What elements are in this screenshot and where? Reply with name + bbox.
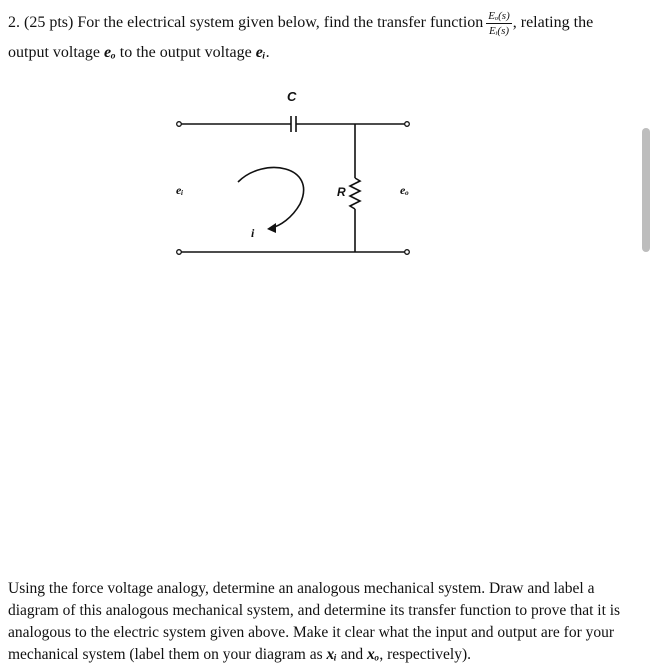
resistor-label: R xyxy=(337,185,346,199)
part-two-body: Using the force voltage analogy, determine an analogous mechanical system. Draw and label a diagram of this analogous mechanical system, and determine its transfer function to prove that it is analogous to the electric system given above. Make it clear what the input and output are for your mechanical system (label them on your diagram as xyxy=(8,580,621,663)
current-loop-arrow xyxy=(238,168,304,228)
part-two-text xyxy=(8,578,640,666)
terminal-top-right xyxy=(405,122,410,127)
line2-middle: to the output voltage xyxy=(115,44,256,61)
output-voltage-symbol: eₒ xyxy=(103,44,116,61)
question-suffix: , relating the xyxy=(512,14,594,32)
current-label: i xyxy=(251,226,255,240)
question-line-2 xyxy=(8,43,270,63)
terminal-bottom-right xyxy=(405,250,410,255)
part-two-end: , respectively). xyxy=(379,646,472,663)
line2-prefix: output voltage xyxy=(8,44,104,61)
capacitor-label: C xyxy=(287,89,297,104)
transfer-function-fraction xyxy=(486,10,511,37)
line2-end: . xyxy=(265,44,270,61)
scrollbar[interactable] xyxy=(642,128,650,252)
current-arrowhead xyxy=(267,223,276,233)
terminal-top-left xyxy=(177,122,182,127)
question-prefix: 2. (25 pts) For the electrical system given below, find the transfer function xyxy=(8,14,484,32)
question-line-1 xyxy=(8,8,648,38)
xo-symbol: xₒ xyxy=(367,646,380,663)
resistor-zigzag xyxy=(350,178,360,209)
part-two-between: and xyxy=(336,646,368,663)
xi-symbol: xᵢ xyxy=(326,646,337,663)
fraction-numerator: Eₒ(s) xyxy=(488,9,510,22)
input-voltage-symbol: eᵢ xyxy=(255,44,266,61)
output-voltage-label: eₒ xyxy=(400,183,409,197)
input-voltage-label: eᵢ xyxy=(176,183,184,197)
part-two-paragraph xyxy=(8,578,640,666)
terminal-bottom-left xyxy=(177,250,182,255)
circuit-diagram xyxy=(168,86,418,266)
fraction-denominator: Eᵢ(s) xyxy=(488,24,510,37)
